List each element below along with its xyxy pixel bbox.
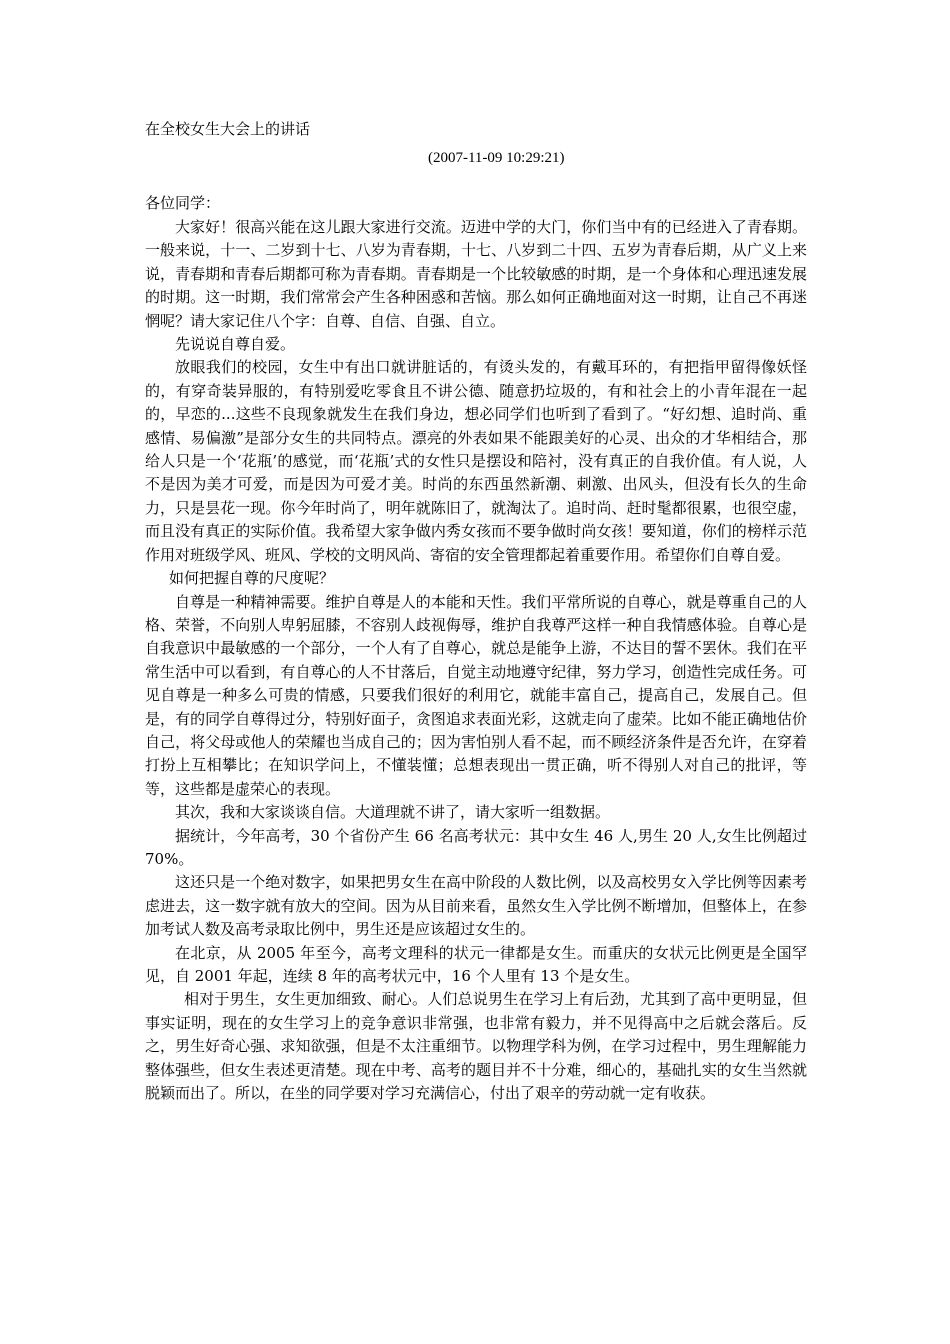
paragraph-absolute-number: 这还只是一个绝对数字，如果把男女生在高中阶段的人数比例，以及高校男女入学比例等因素考虑进去，这一数字就有放大的空间。因为从目前来看，虽然女生入学比例不断增加，但整体上，在参加考试人数及高考录取比例中，男生还是应该超过女生的。 bbox=[145, 873, 807, 939]
paragraph-girls-vs-boys: 相对于男生，女生更加细致、耐心。人们总说男生在学习上有后劲，尤其到了高中更明显，但事实证明，现在的女生学习上的竞争意识非常强，也非常有毅力，并不见得高中之后就会落后。反之，男生好奇心强、求知欲强，但是不太注重细节。以物理学科为例，在学习过程中，男生理解能力整体强些，但女生表述更清楚。现在中考、高考的题目并不十分难，细心的，基础扎实的女生当然就脱颖而出了。所以，在坐的同学要对学习充满信心，付出了艰辛的劳动就一定有收获。 bbox=[145, 990, 807, 1103]
salutation: 各位同学： bbox=[145, 194, 221, 212]
paragraph-campus-observation: 放眼我们的校园，女生中有出口就讲脏话的，有烫头发的，有戴耳环的，有把指甲留得像妖怪的，有穿奇装异服的，有特别爱吃零食且不讲公德、随意扔垃圾的，有和社会上的小青年混在一起的，早恋的...这些不良现象就发生在我们身边，想必同学们也听到了看到了。“好幻想、追时尚、重感情、易偏激”是部分女生的共同特点。漂亮的外表如果不能跟美好的心灵、出众的才华相结合，那给人只是一个‘花瓶’的感觉，而‘花瓶’式的女性只是摆设和陪衬，没有真正的自我价值。有人说，人不是因为美才可爱，而是因为可爱才美。时尚的东西虽然新潮、刺激、出风头，但没有长久的生命力，只是昙花一现。你今年时尚了，明年就陈旧了，就淘汰了。追时尚、赶时髦都很累，也很空虚，而且没有真正的实际价值。我希望大家争做内秀女孩而不要争做时尚女孩！要知道，你们的榜样示范作用对班级学风、班风、学校的文明风尚、寄宿的安全管理都起着重要作用。希望你们自尊自爱。 bbox=[145, 358, 807, 564]
document-title: 在全校女生大会上的讲话 bbox=[145, 120, 311, 138]
paragraph-greeting: 大家好！很高兴能在这儿跟大家进行交流。迈进中学的大门，你们当中有的已经进入了青春期。一般来说，十一、二岁到十七、八岁为青春期，十七、八岁到二十四、五岁为青春后期，从广义上来说，青春期和青春后期都可称为青春期。青春期是一个比较敏感的时期，是一个身体和心理迅速发展的时期。这一时期，我们常常会产生各种困惑和苦恼。那么如何正确地面对这一时期，让自己不再迷惘呢？请大家记住八个字：自尊、自信、自强、自立。 bbox=[145, 218, 807, 330]
paragraph-self-respect-question: 如何把握自尊的尺度呢？ bbox=[169, 569, 335, 588]
paragraph-statistics: 据统计，今年高考，30 个省份产生 66 名高考状元：其中女生 46 人,男生 20 人,女生比例超过 70%。 bbox=[145, 826, 807, 868]
paragraph-self-respect-heading: 先说说自尊自爱。 bbox=[175, 335, 296, 354]
document-timestamp: (2007-11-09 10:29:21) bbox=[428, 150, 565, 166]
paragraph-beijing-chongqing: 在北京，从 2005 年至今，高考文理科的状元一律都是女生。而重庆的女状元比例更是全国罕见，自 2001 年起，连续 8 年的高考状元中，16 个人里有 13 个是女生。 bbox=[145, 943, 807, 985]
paragraph-self-respect-definition: 自尊是一种精神需要。维护自尊是人的本能和天性。我们平常所说的自尊心，就是尊重自己的人格、荣誉，不向别人卑躬屈膝，不容别人歧视侮辱，维护自我尊严这样一种自我情感体验。自尊心是自我意识中最敏感的一个部分，一个人有了自尊心，就总是能争上游，不达目的誓不罢休。我们在平常生活中可以看到，有自尊心的人不甘落后，自觉主动地遵守纪律，努力学习，创造性完成任务。可见自尊是一种多么可贵的情感，只要我们很好的利用它，就能丰富自己，提高自己，发展自己。但是，有的同学自尊得过分，特别好面子，贪图追求表面光彩，这就走向了虚荣。比如不能正确地估价自己，将父母或他人的荣耀也当成自己的；因为害怕别人看不起，而不顾经济条件是否允许，在穿着打扮上互相攀比；在知识学问上，不懂装懂；总想表现出一贯正确，听不得别人对自己的批评，等等，这些都是虚荣心的表现。 bbox=[145, 592, 807, 798]
paragraph-confidence-intro: 其次，我和大家谈谈自信。大道理就不讲了，请大家听一组数据。 bbox=[175, 803, 611, 822]
document-body bbox=[145, 216, 807, 1105]
